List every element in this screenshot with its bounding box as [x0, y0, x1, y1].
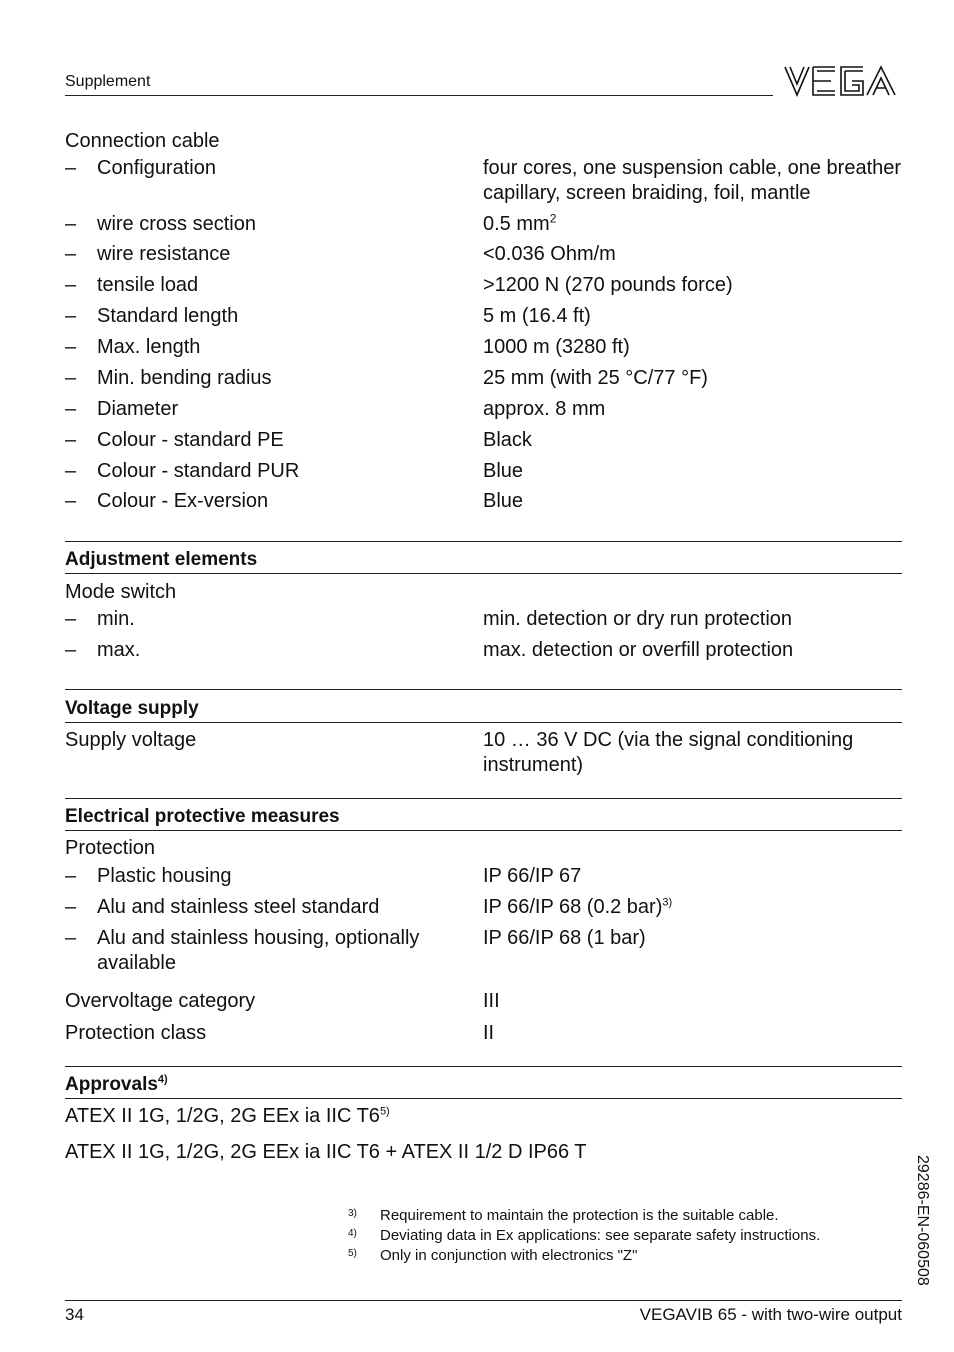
adjustment-row-label: min.	[97, 608, 135, 630]
dash-icon: –	[65, 896, 77, 918]
section-rule	[65, 541, 902, 542]
header-rule	[65, 95, 773, 96]
dash-icon: –	[65, 157, 77, 179]
protection-row-value: IP 66/IP 68 (0.2 bar)$^{3)}$	[483, 896, 673, 918]
dash-icon: –	[65, 398, 77, 420]
protection-class-label: Protection class	[65, 1022, 207, 1044]
section-heading: Voltage supply	[65, 698, 199, 719]
dash-icon: –	[65, 274, 77, 296]
section-rule	[65, 1098, 902, 1099]
section-rule	[65, 830, 902, 831]
dash-icon: –	[65, 305, 77, 327]
cable-row-value: Blue	[483, 460, 524, 482]
cable-row-label: wire cross section	[97, 213, 256, 235]
footnote-ref: 3)	[662, 896, 673, 909]
cable-row-value: <0.036 Ohm/m	[483, 243, 616, 265]
footnote-text: Requirement to maintain the protection is the suitable cable.	[380, 1207, 779, 1224]
footnote-text: Only in conjunction with electronics "Z"	[380, 1247, 638, 1264]
overvoltage-label: Overvoltage category	[65, 990, 256, 1012]
protection-row-value: IP 66/IP 67	[483, 865, 582, 887]
section-rule	[65, 1066, 902, 1067]
section-rule	[65, 798, 902, 799]
section-heading: Adjustment elements	[65, 549, 258, 570]
protection-row-value: IP 66/IP 68 (1 bar)	[483, 927, 646, 949]
dash-icon: –	[65, 243, 77, 265]
cable-row-value: 25 mm (with 25 °C/77 °F)	[483, 367, 708, 389]
superscript: 2	[549, 211, 557, 226]
cable-row-label: Diameter	[97, 398, 179, 420]
cable-row-value: 0.5 $mm^2$	[483, 211, 557, 235]
cable-row-value: Black	[483, 429, 532, 451]
overvoltage-value: III	[483, 990, 500, 1012]
page-number: 34	[65, 1305, 84, 1324]
section-rule	[65, 689, 902, 690]
adjustment-title: Mode switch	[65, 581, 177, 603]
cable-row-value: Blue	[483, 490, 524, 512]
cable-row-value: >1200 N (270 pounds force)	[483, 274, 733, 296]
approval-line: ATEX II 1G, 1/2G, 2G EEx ia IIC T6 + ATEX II 1/2 D IP66 T	[65, 1141, 587, 1163]
footnote-ref: 5)	[379, 1105, 390, 1118]
cable-row-value: 5 m (16.4 ft)	[483, 305, 591, 327]
protection-row-label: Alu and stainless steel standard	[97, 896, 380, 918]
dash-icon: –	[65, 490, 77, 512]
dash-icon: –	[65, 336, 77, 358]
cable-row-label: wire resistance	[97, 243, 231, 265]
dash-icon: –	[65, 460, 77, 482]
product-name: VEGAVIB 65 - with two-wire output	[639, 1305, 902, 1324]
protection-row-label: Plastic housing	[97, 865, 232, 887]
cable-row-label: Standard length	[97, 305, 239, 327]
dash-icon: –	[65, 865, 77, 887]
footnote-ref: 4)	[157, 1073, 168, 1086]
dash-icon: –	[65, 927, 77, 949]
protection-class-value: II	[483, 1022, 495, 1044]
section-heading: Electrical protective measures	[65, 806, 340, 827]
cable-row-value: 1000 m (3280 ft)	[483, 336, 630, 358]
approval-line: ATEX II 1G, 1/2G, 2G EEx ia IIC T6$^{5)}$	[65, 1105, 390, 1127]
section-rule	[65, 573, 902, 574]
section-rule	[65, 722, 902, 723]
section-heading: Approvals$^{4)}$	[65, 1073, 168, 1095]
cable-row-value: four cores, one suspension cable, one breather capillary, screen braiding, foil, mantle	[483, 157, 902, 204]
cable-row-label: Max. length	[97, 336, 201, 358]
vega-logo	[783, 64, 901, 98]
adjustment-row-label: max.	[97, 639, 141, 661]
document-code: 29286-EN-060508	[914, 1155, 931, 1286]
dash-icon: –	[65, 367, 77, 389]
supply-voltage-value: 10 … 36 V DC (via the signal conditioning instrument)	[483, 729, 854, 776]
cable-row-label: Colour - standard PUR	[97, 460, 300, 482]
footnote-text: Deviating data in Ex applications: see separate safety instructions.	[380, 1227, 821, 1244]
dash-icon: –	[65, 213, 77, 235]
footnote-number: 3)	[348, 1208, 357, 1219]
protection-row-label: Alu and stainless housing, optionally available	[97, 927, 420, 974]
dash-icon: –	[65, 639, 77, 661]
supply-voltage-label: Supply voltage	[65, 729, 197, 751]
cable-row-label: tensile load	[97, 274, 199, 296]
footnote-number: 5)	[348, 1248, 357, 1259]
cable-row-label: Colour - Ex-version	[97, 490, 269, 512]
footnote-number: 4)	[348, 1228, 357, 1239]
header-section-label: Supplement	[65, 73, 151, 90]
cable-title: Connection cable	[65, 130, 220, 152]
cable-row-label: Colour - standard PE	[97, 429, 284, 451]
cable-row-label: Configuration	[97, 157, 216, 179]
dash-icon: –	[65, 429, 77, 451]
protection-title: Protection	[65, 837, 156, 859]
adjustment-row-value: max. detection or overfill protection	[483, 639, 794, 661]
footer-rule	[65, 1300, 902, 1301]
dash-icon: –	[65, 608, 77, 630]
adjustment-row-value: min. detection or dry run protection	[483, 608, 793, 630]
logo-text: VEGA	[783, 64, 786, 65]
cable-row-label: Min. bending radius	[97, 367, 272, 389]
cable-row-value: approx. 8 mm	[483, 398, 606, 420]
